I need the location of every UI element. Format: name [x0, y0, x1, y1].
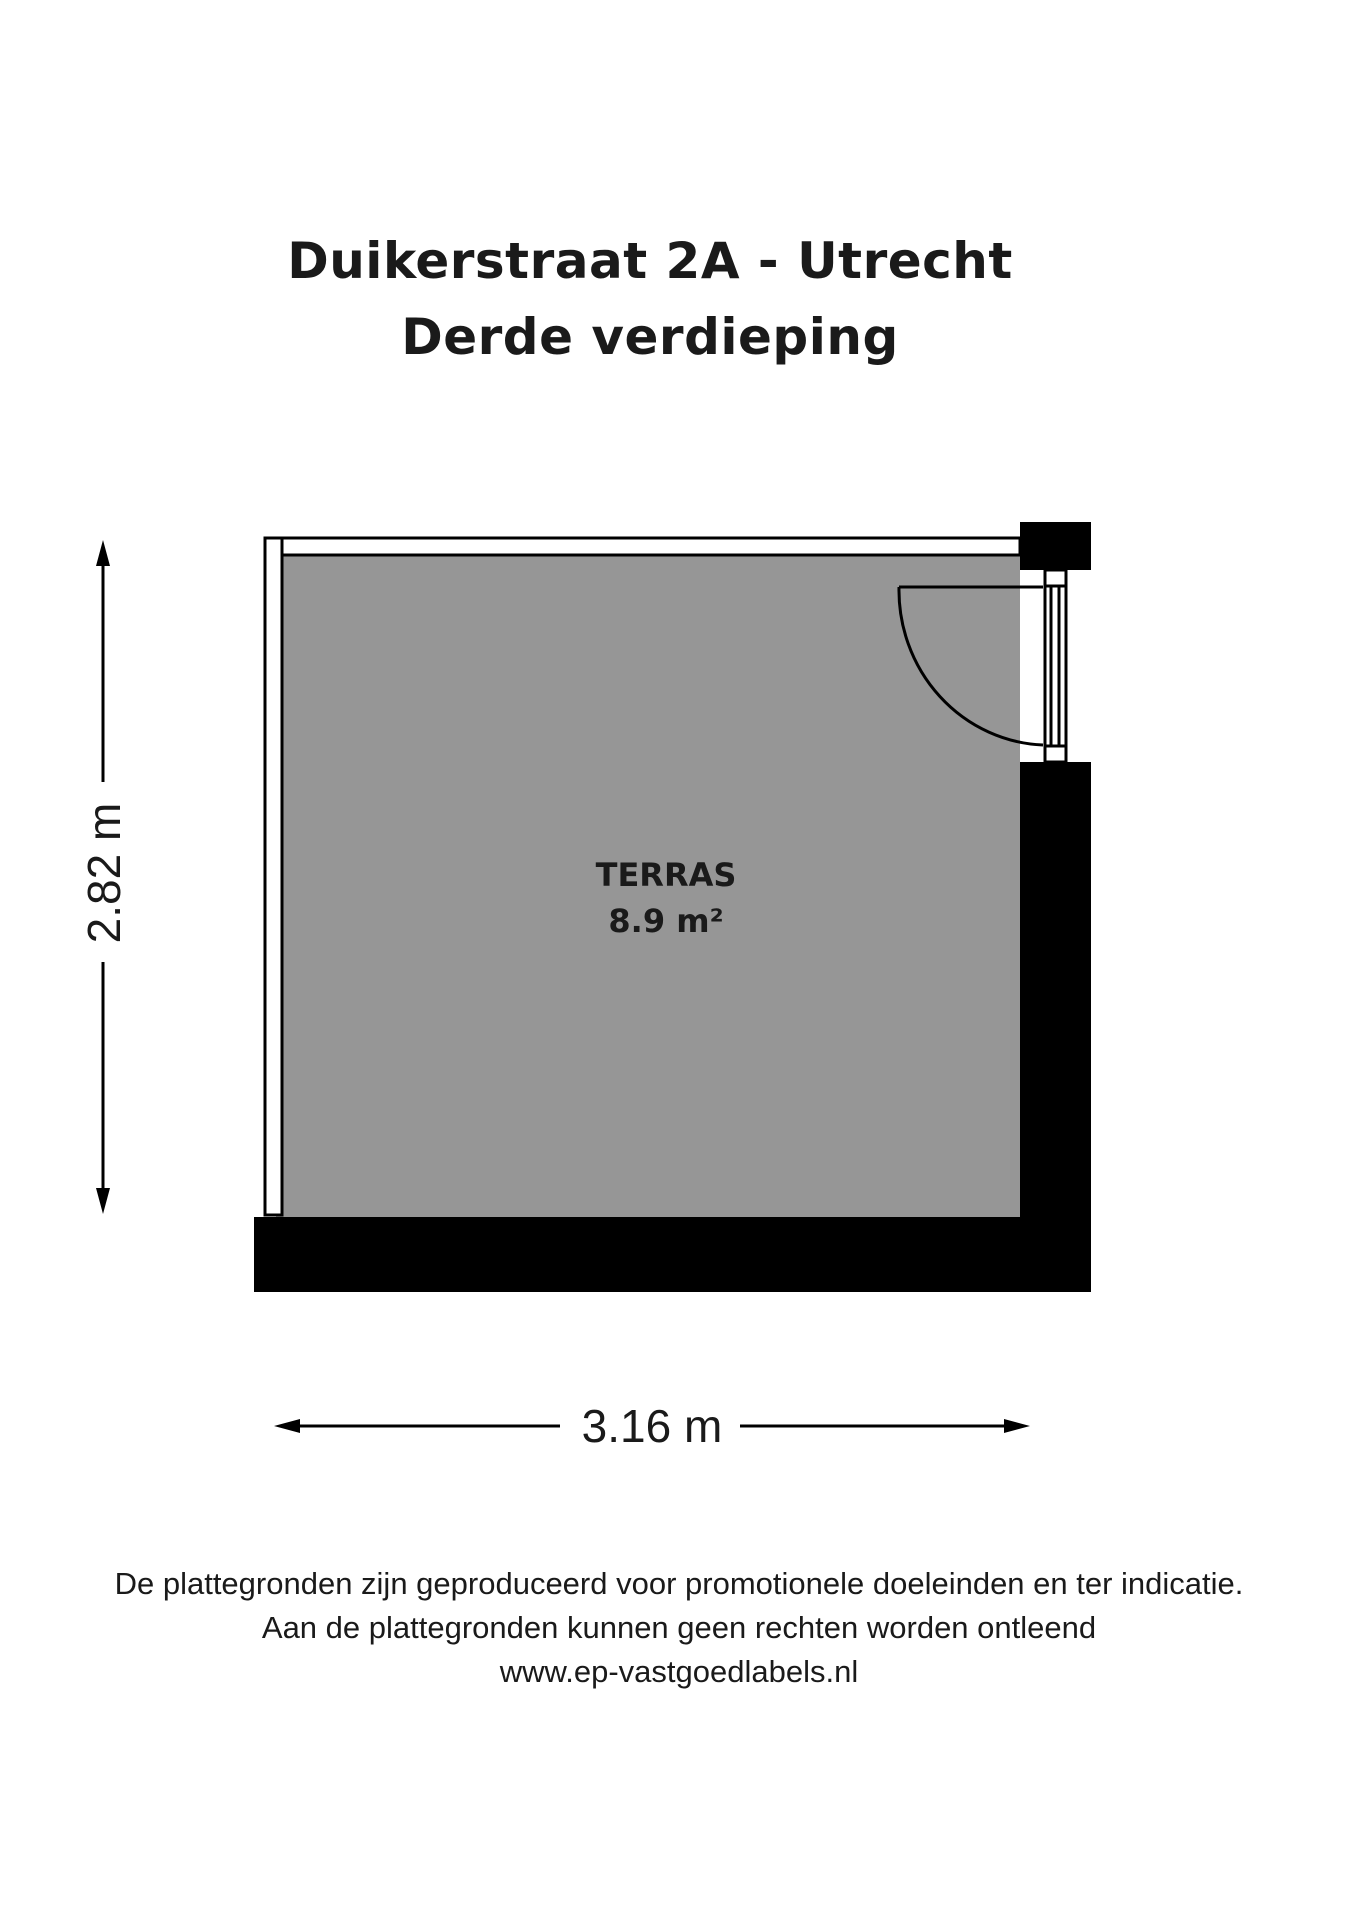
height-dimension-label: 2.82 m	[78, 802, 130, 944]
arrow-down-icon	[96, 1188, 110, 1214]
room-area-label: 8.9 m²	[608, 902, 724, 940]
arrow-left-icon	[274, 1419, 300, 1433]
wall-right	[1020, 762, 1091, 1292]
room-name-label: TERRAS	[595, 856, 737, 894]
wall-bottom	[254, 1217, 1091, 1292]
door-frame	[1045, 570, 1066, 762]
width-dimension-label: 3.16 m	[581, 1400, 723, 1452]
railing-top	[265, 538, 1020, 555]
railing-left	[265, 538, 282, 1215]
plan-title-address: Duikerstraat 2A - Utrecht	[287, 232, 1013, 290]
website-link[interactable]: www.ep-vastgoedlabels.nl	[499, 1654, 859, 1689]
disclaimer-line: Aan de plattegronden kunnen geen rechten worden ontleend	[261, 1610, 1097, 1645]
wall-corner-top-right	[1020, 522, 1091, 570]
plan-title-floor: Derde verdieping	[401, 308, 899, 366]
disclaimer-line: De plattegronden zijn geproduceerd voor promotionele doeleinden en ter indicatie.	[114, 1566, 1244, 1601]
arrow-up-icon	[96, 540, 110, 566]
arrow-right-icon	[1004, 1419, 1030, 1433]
